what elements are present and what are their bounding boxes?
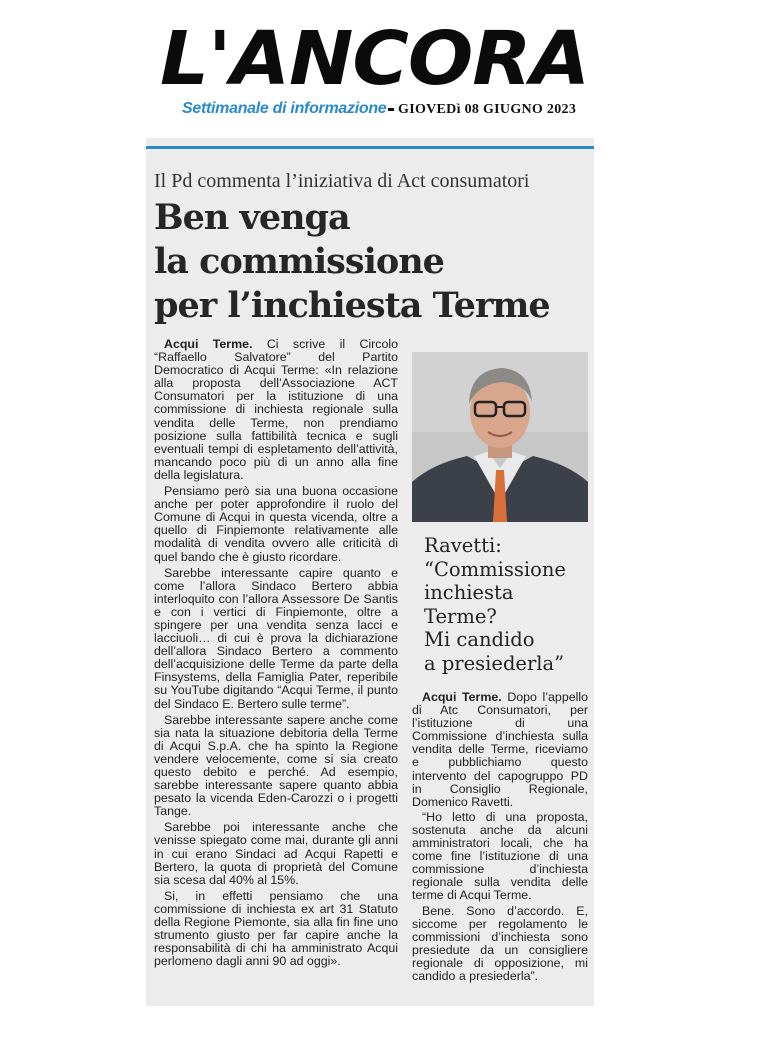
- portrait-photo: [412, 352, 588, 522]
- newspaper-subtitle: Settimanale di informazione: [182, 100, 387, 117]
- paragraph-text: Dopo l’appello di Atc Consumatori, per l’istituzione di una Commissione d’inchiesta sulla vendita delle Terme, riceviamo e pubblichiamo questo intervento del capogruppo PD in Consiglio Regionale, Domenico Ravetti.: [412, 690, 589, 809]
- subhead-line: Mi candido: [424, 628, 535, 651]
- article-paragraph: Sarebbe poi interessante anche che venisse spiegato come mai, durante gli anni in cui erano Sindaci ad Acqui Rapetti e Bertero, la quota di proprietà del Comune sia scesa dal 40% al 15%.: [154, 820, 398, 887]
- issue-date-text: GIOVEDì 08 GIUGNO 2023: [398, 102, 577, 117]
- sidebar-paragraph: “Ho letto di una proposta, sostenuta anche da alcuni amministratori locali, che ha come fine l’istituzione di una commissione d’inchiesta regionale sulla vendita delle terme di Acqui Terme.: [412, 809, 588, 903]
- divider-rule: [146, 146, 594, 149]
- article-paragraph: Si, in effetti pensiamo che una commissione di inchiesta ex art 31 Statuto della Regione Piemonte, sia alla fin fine uno strumento giusto per far capire anche la responsabilità di chi ha amministrato Acqui perlomeno dagli anni 90 ad oggi».: [154, 888, 398, 969]
- subhead-line: a presiederla”: [424, 651, 565, 675]
- sidebar-subhead: [424, 534, 594, 675]
- headline-line: Ben venga: [154, 197, 350, 238]
- subhead-line: inchiesta: [424, 581, 514, 604]
- issue-date: [388, 102, 576, 118]
- headline-line: per l’inchiesta Terme: [154, 285, 550, 326]
- sidebar-paragraph: Bene. Sono d’accordo. E, siccome per regolamento le commissioni d’inchiesta sono presiedute da un consigliere regionale di opposizione, mi candido a presiederla”.: [412, 903, 588, 983]
- dateline: Acqui Terme.: [164, 337, 253, 351]
- subhead-line: Ravetti:: [424, 534, 502, 557]
- article-paragraph: Sarebbe interessante sapere anche come sia nata la situazione debitoria della Terme di Acqui S.p.A. che ha spinto la Regione vendere velocemente, come si sia creato questo debito e perché. Ad esempio, sarebbe interessante sapere quanto abbia pesato la vicenda Eden-Carozzi o i progetti Tange.: [154, 712, 398, 819]
- bullet-icon: [388, 108, 394, 111]
- portrait-illustration: [412, 352, 588, 522]
- article-headline: [154, 196, 574, 328]
- subhead-line: “Commissione: [424, 557, 566, 581]
- sidebar-paragraph: [412, 691, 588, 809]
- subhead-line: Terme?: [424, 604, 497, 628]
- article-kicker: Il Pd commenta l’iniziativa di Act consumatori: [154, 170, 530, 192]
- article-body: [154, 338, 398, 968]
- headline-line: la commissione: [154, 241, 444, 282]
- paragraph-text: Ci scrive il Circolo “Raffaello Salvatore” del Partito Democratico di Acqui Terme: «In relazione alla proposta dell’Associazione ACT Consumatori per la istituzione di una commissione di inchiesta regionale sulla vendita delle Terme, non prendiamo posizione sulla fattibilità tecnica e sugli eventuali tempi di espletamento dell’attività, mancando poco più di un anno alla fine della legislatura.: [154, 337, 399, 482]
- article-clipping: [146, 138, 594, 1006]
- sidebar-body: [412, 691, 588, 983]
- newspaper-logo: L'ANCORA: [160, 16, 589, 102]
- article-paragraph: Sarebbe interessante capire quanto e come l’allora Sindaco Bertero abbia interloquito con l’allora Assessore De Santis e con i vertici di Finpiemonte, oltre a spingere per una vendita senza lacci e lacciuoli… di cui è prova la dichiarazione dell’allora Sindaco Bertero a commento dell’acquisizione delle Terme da parte della Finsystems, della Famiglia Pater, reperibile su YouTube digitando “Acqui Terme, il punto del Sindaco E. Bertero sulle terme”.: [154, 565, 398, 711]
- article-paragraph: Pensiamo però sia una buona occasione anche per poter approfondire il ruolo del Comune di Acqui in questa vicenda, oltre a quello di Finpiemonte relativamente alle modalità di vendita ovvero alle criticità di quel bando che è giusto ricordare.: [154, 484, 398, 564]
- dateline: Acqui Terme.: [422, 690, 502, 704]
- article-paragraph: [154, 338, 398, 482]
